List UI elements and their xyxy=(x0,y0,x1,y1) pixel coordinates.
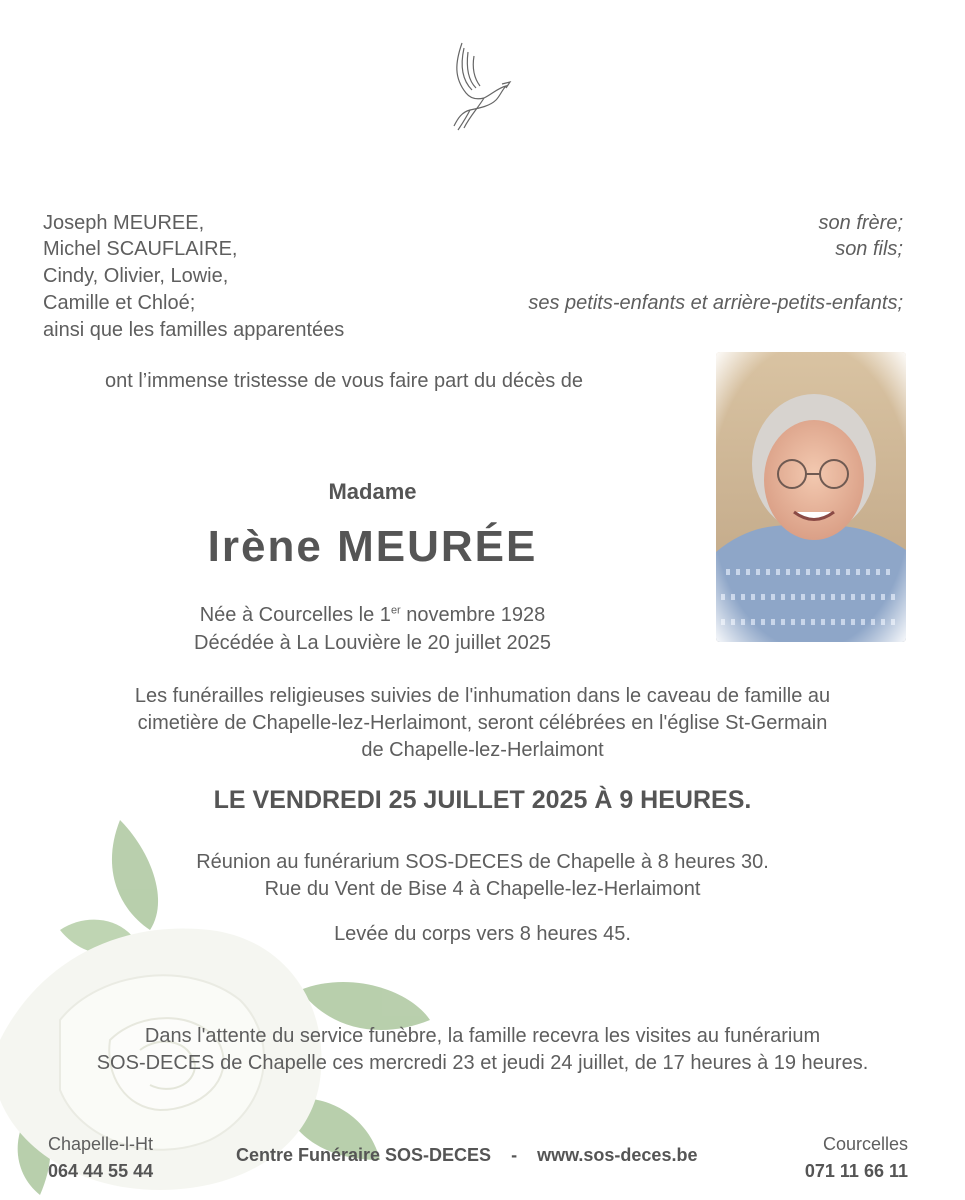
relative-role: son frère; xyxy=(818,212,903,234)
footer-right-city: Courcelles xyxy=(822,1134,908,1154)
footer-center: Centre Funéraire SOS-DECES - www.sos-deces.be xyxy=(236,1145,698,1165)
relative-name: ainsi que les familles apparentées xyxy=(43,319,345,341)
dove-icon xyxy=(440,38,520,133)
meeting-block xyxy=(0,849,965,903)
relative-name: Joseph MEUREE, xyxy=(43,212,205,234)
birth-suffix: novembre 1928 xyxy=(400,604,546,626)
relative-name: Michel SCAUFLAIRE, xyxy=(43,238,238,260)
funeral-line: Les funérailles religieuses suivies de l'inhumation dans le caveau de famille au xyxy=(134,685,831,707)
visits-block xyxy=(0,1023,965,1077)
footer-left-city: Chapelle-l-Ht xyxy=(48,1134,154,1154)
death-line: Décédée à La Louvière le 20 juillet 2025 xyxy=(194,632,551,654)
relative-role: ses petits-enfants et arrière-petits-enfants; xyxy=(528,292,903,314)
levee-line: Levée du corps vers 8 heures 45. xyxy=(334,923,631,945)
relative-name: Cindy, Olivier, Lowie, xyxy=(43,265,229,287)
intro-text: ont l’immense tristesse de vous faire part du décès de xyxy=(105,370,584,392)
footer-right-phone: 071 11 66 11 xyxy=(804,1161,908,1181)
honorific: Madame xyxy=(328,479,417,504)
funeral-line: de Chapelle-lez-Herlaimont xyxy=(361,739,604,761)
meeting-line: Réunion au funérarium SOS-DECES de Chapelle à 8 heures 30. xyxy=(196,851,769,873)
funeral-line: cimetière de Chapelle-lez-Herlaimont, seront célébrées en l'église St-Germain xyxy=(137,712,828,734)
birth-sup: er xyxy=(390,604,401,617)
relative-role: son fils; xyxy=(835,238,903,260)
funeral-block xyxy=(0,683,965,764)
deceased-name: Irène MEURÉE xyxy=(207,522,538,571)
relative-name: Camille et Chloé; xyxy=(43,292,196,314)
footer-left-phone: 064 44 55 44 xyxy=(48,1161,154,1181)
birth-prefix: Née à Courcelles le 1 xyxy=(199,604,391,626)
meeting-line: Rue du Vent de Bise 4 à Chapelle-lez-Herlaimont xyxy=(264,878,701,900)
funeral-date: LE VENDREDI 25 JUILLET 2025 À 9 HEURES. xyxy=(213,786,752,814)
birth-line xyxy=(0,604,745,627)
visits-line: SOS-DECES de Chapelle ces mercredi 23 et jeudi 24 juillet, de 17 heures à 19 heures. xyxy=(96,1052,869,1074)
visits-line: Dans l'attente du service funèbre, la famille recevra les visites au funérarium xyxy=(144,1025,821,1047)
